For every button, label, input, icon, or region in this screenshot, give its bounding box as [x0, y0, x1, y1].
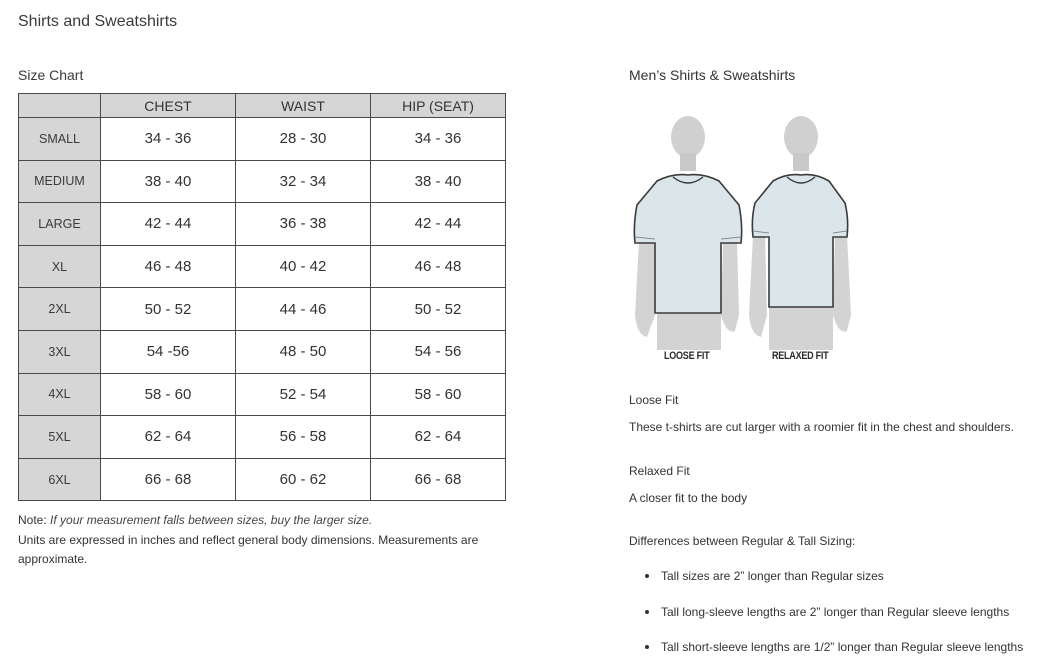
tall-sizing-list: [645, 569, 1023, 669]
chest-cell: 54 -56: [101, 330, 236, 373]
hip-cell: 66 - 68: [371, 458, 506, 501]
tall-sizing-heading: Differences between Regular & Tall Sizing:: [629, 534, 856, 548]
list-item: [645, 605, 1023, 641]
waist-cell: 44 - 46: [236, 288, 371, 331]
chest-cell: 66 - 68: [101, 458, 236, 501]
hip-cell: 58 - 60: [371, 373, 506, 416]
loose-fit-figure: [634, 116, 741, 350]
chest-cell: 50 - 52: [101, 288, 236, 331]
hip-cell: 42 - 44: [371, 203, 506, 246]
size-label: 3XL: [19, 330, 101, 373]
list-item-text: Tall long-sleeve lengths are 2” longer than Regular sleeve lengths: [661, 604, 1010, 619]
size-label: 6XL: [19, 458, 101, 501]
waist-cell: 56 - 58: [236, 416, 371, 459]
loose-fit-title: Loose Fit: [629, 393, 679, 407]
table-row: [19, 203, 506, 246]
size-label: 2XL: [19, 288, 101, 331]
waist-cell: 32 - 34: [236, 160, 371, 203]
bullet-icon: [645, 610, 649, 614]
chest-cell: 42 - 44: [101, 203, 236, 246]
relaxed-fit-caption: RELAXED FIT: [772, 350, 829, 362]
page-title: Shirts and Sweatshirts: [18, 13, 178, 30]
chest-cell: 62 - 64: [101, 416, 236, 459]
list-item-text: Tall sizes are 2” longer than Regular sizes: [661, 569, 884, 583]
size-chart-heading: Size Chart: [18, 67, 84, 83]
size-label: XL: [19, 245, 101, 288]
waist-cell: 36 - 38: [236, 203, 371, 246]
table-row: [19, 373, 506, 416]
size-note: [18, 513, 372, 527]
loose-fit-caption: LOOSE FIT: [664, 350, 710, 362]
waist-cell: 52 - 54: [236, 373, 371, 416]
size-chart-table: [18, 93, 506, 501]
hip-cell: 50 - 52: [371, 288, 506, 331]
size-label: 4XL: [19, 373, 101, 416]
table-header-row: [19, 94, 506, 118]
hip-cell: 34 - 36: [371, 118, 506, 161]
relaxed-fit-title: Relaxed Fit: [629, 464, 690, 478]
waist-cell: 60 - 62: [236, 458, 371, 501]
bullet-icon: [645, 645, 649, 649]
column-header-hip: HIP (SEAT): [371, 94, 506, 118]
size-label: LARGE: [19, 203, 101, 246]
column-header-size: [19, 94, 101, 118]
size-label: MEDIUM: [19, 160, 101, 203]
table-row: [19, 330, 506, 373]
table-row: [19, 160, 506, 203]
units-note: Units are expressed in inches and reflect general body dimensions. Measurements are approximate.: [18, 533, 479, 566]
waist-cell: 28 - 30: [236, 118, 371, 161]
table-row: [19, 458, 506, 501]
column-header-chest: CHEST: [101, 94, 236, 118]
chest-cell: 34 - 36: [101, 118, 236, 161]
list-item-text: Tall short-sleeve lengths are 1/2” longer than Regular sleeve lengths: [661, 640, 1024, 654]
column-header-waist: WAIST: [236, 94, 371, 118]
table-row: [19, 416, 506, 459]
hip-cell: 62 - 64: [371, 416, 506, 459]
chest-cell: 38 - 40: [101, 160, 236, 203]
table-row: [19, 288, 506, 331]
hip-cell: 54 - 56: [371, 330, 506, 373]
hip-cell: 38 - 40: [371, 160, 506, 203]
chest-cell: 46 - 48: [101, 245, 236, 288]
table-row: [19, 118, 506, 161]
size-label: 5XL: [19, 416, 101, 459]
size-label: SMALL: [19, 118, 101, 161]
chest-cell: 58 - 60: [101, 373, 236, 416]
list-item: [645, 640, 1023, 669]
hip-cell: 46 - 48: [371, 245, 506, 288]
loose-fit-description: These t-shirts are cut larger with a roomier fit in the chest and shoulders.: [629, 420, 1014, 434]
waist-cell: 48 - 50: [236, 330, 371, 373]
bullet-icon: [645, 574, 649, 578]
table-row: [19, 245, 506, 288]
relaxed-fit-figure: [749, 116, 851, 350]
mens-heading: Men’s Shirts & Sweatshirts: [629, 67, 796, 83]
note-text: If your measurement falls between sizes, buy the larger size.: [50, 513, 373, 527]
relaxed-fit-description: A closer fit to the body: [629, 491, 748, 505]
note-label: Note:: [18, 513, 47, 527]
shirt-fit-illustration: [625, 115, 855, 350]
waist-cell: 40 - 42: [236, 245, 371, 288]
list-item: [645, 569, 1023, 605]
